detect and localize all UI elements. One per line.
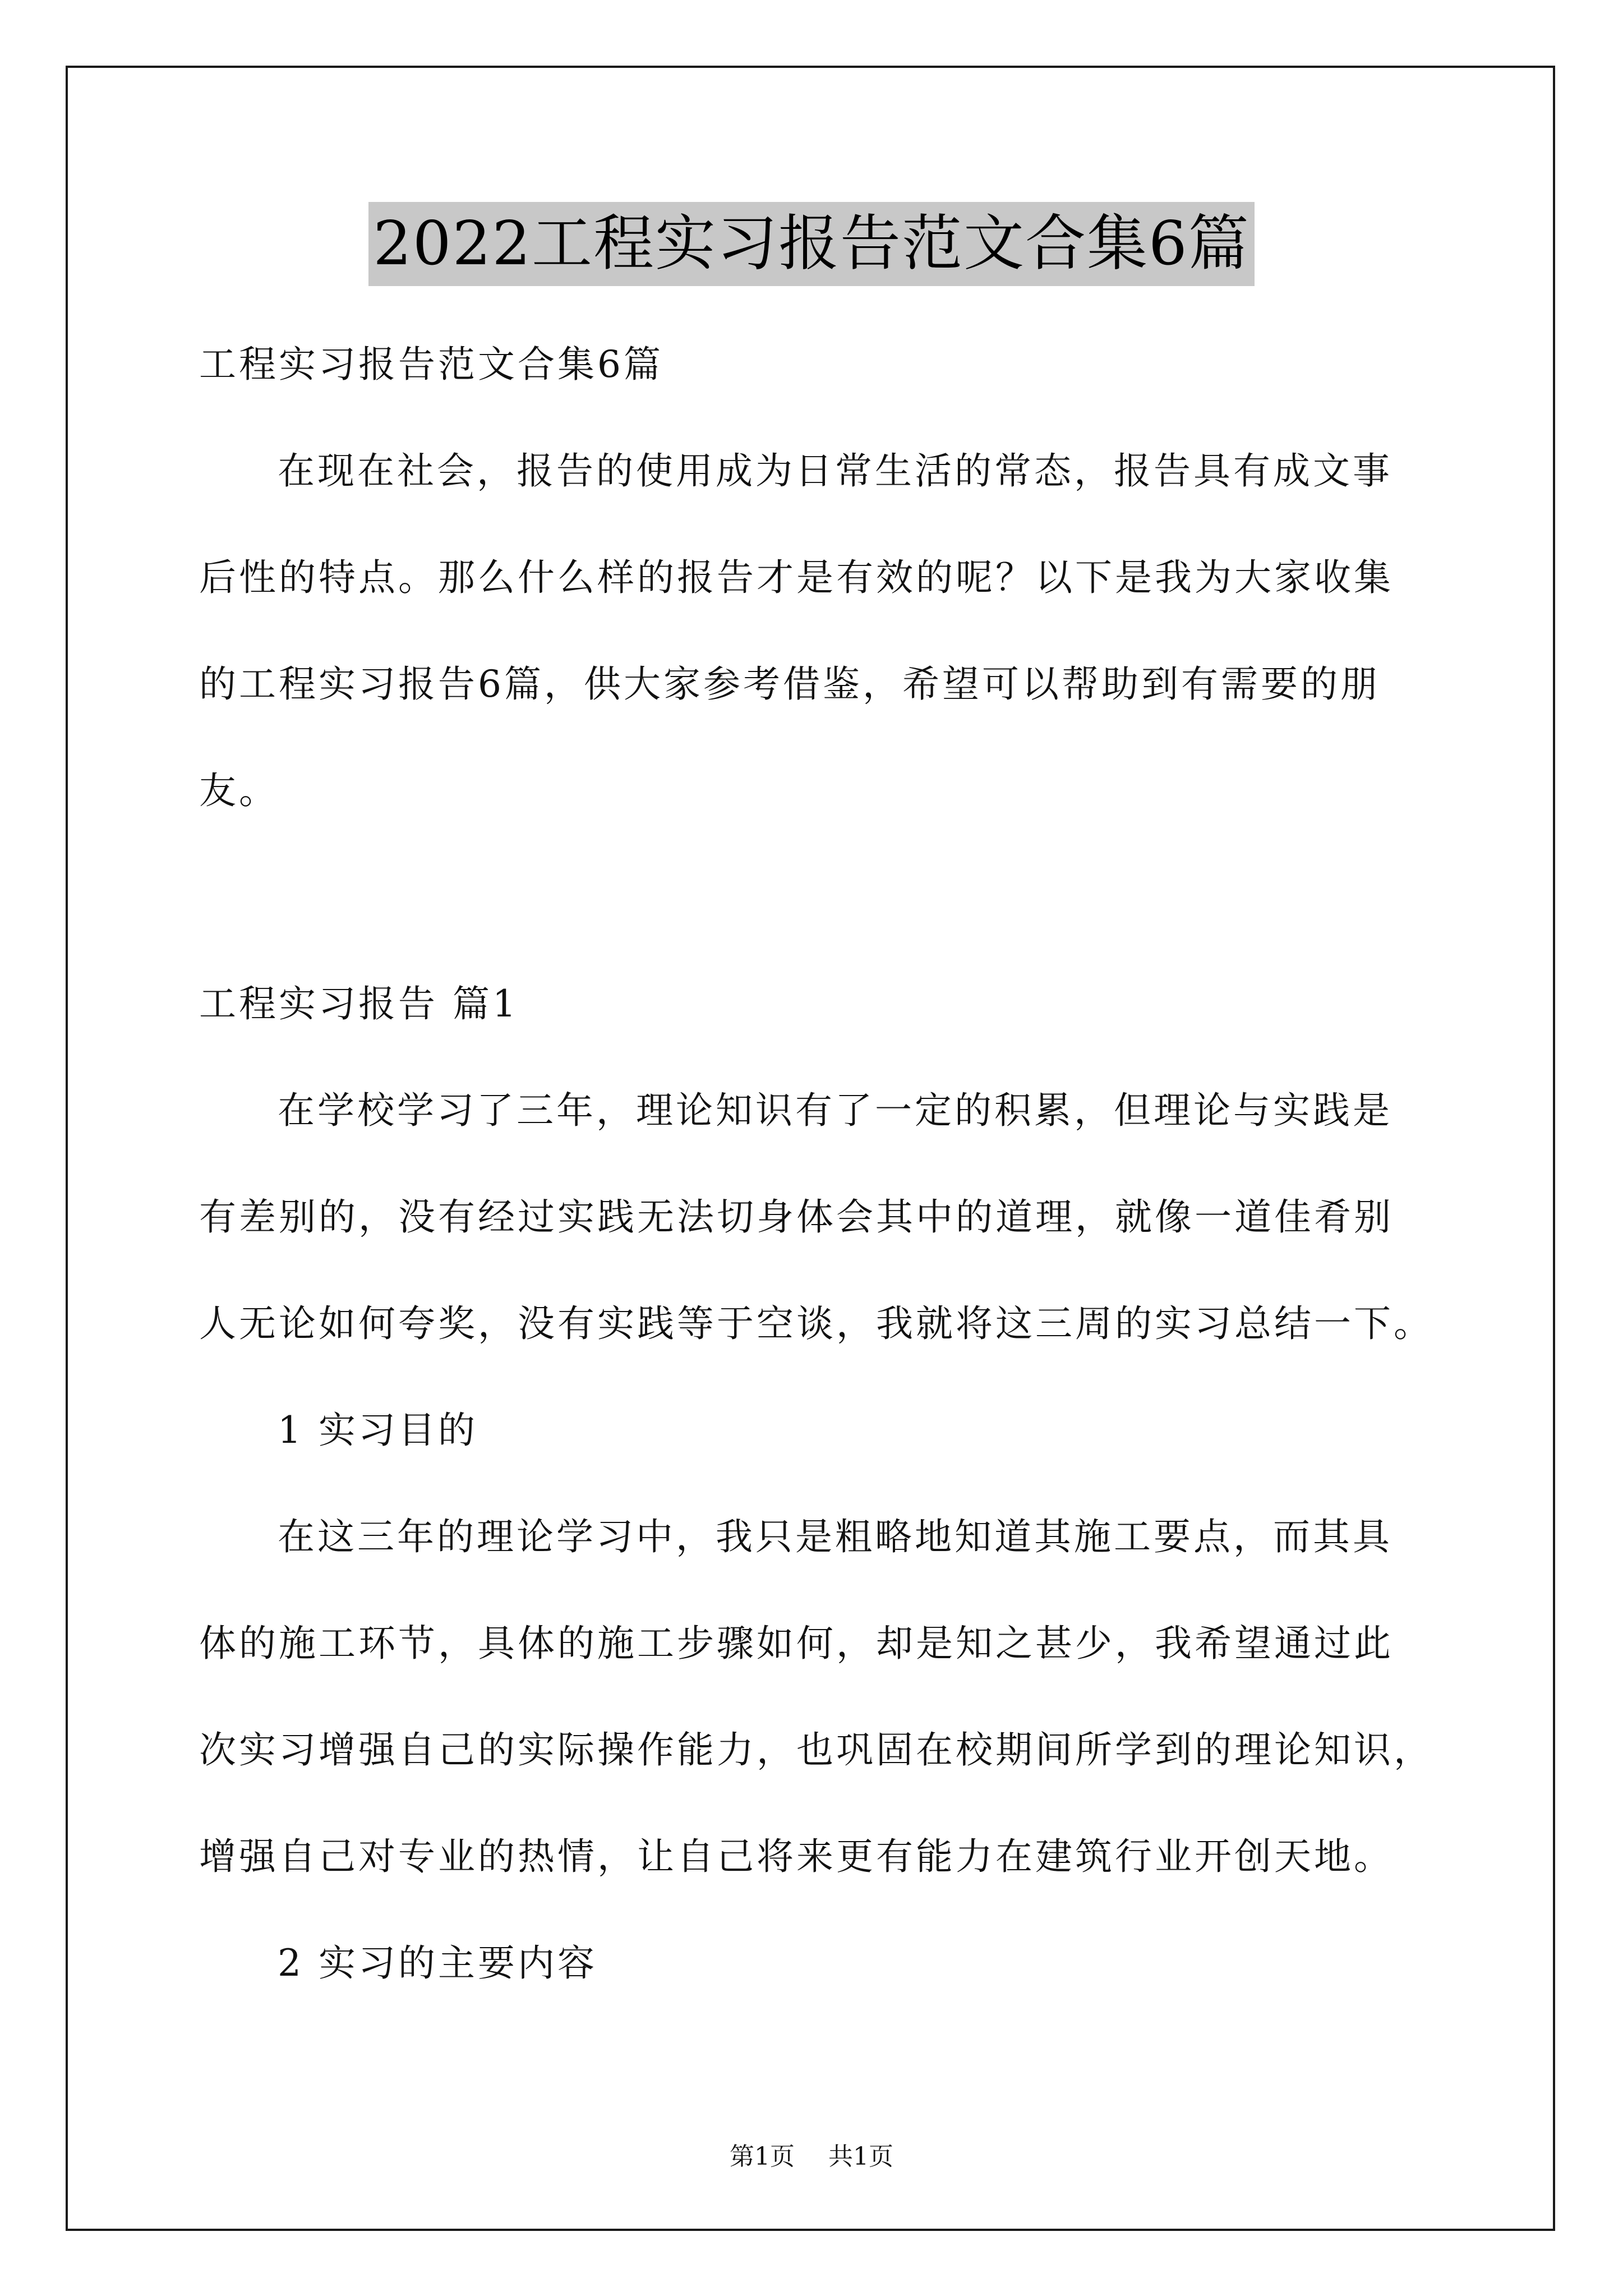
- paragraph-line: 人无论如何夸奖，没有实践等于空谈，我就将这三周的实习总结一下。: [199, 1302, 1433, 1345]
- page-number: 第1页: [730, 2142, 795, 2171]
- paragraph-line: 体的施工环节，具体的施工步骤如何，却是知之甚少，我希望通过此: [199, 1622, 1394, 1665]
- intro-line: 后性的特点。那么什么样的报告才是有效的呢？以下是我为大家收集: [199, 556, 1394, 599]
- paragraph-line: 在学校学习了三年，理论知识有了一定的积累，但理论与实践是: [278, 1089, 1393, 1132]
- title-container: [0, 202, 1623, 286]
- paragraph-line: 在这三年的理论学习中，我只是粗略地知道其施工要点，而其具: [278, 1515, 1393, 1558]
- document-subtitle: 工程实习报告范文合集6篇: [199, 343, 663, 386]
- section-gap: [199, 844, 1433, 951]
- subsection-heading: 1 实习目的: [278, 1409, 478, 1452]
- intro-line: 的工程实习报告6篇，供大家参考借鉴，希望可以帮助到有需要的朋: [199, 662, 1380, 706]
- subsection-heading: 2 实习的主要内容: [278, 1941, 597, 1985]
- intro-line: 在现在社会，报告的使用成为日常生活的常态，报告具有成文事: [278, 449, 1393, 493]
- paragraph-line: 有差别的，没有经过实践无法切身体会其中的道理，就像一道佳肴别: [199, 1195, 1394, 1239]
- page-total: 共1页: [828, 2142, 893, 2171]
- paragraph-line: 次实习增强自己的实际操作能力，也巩固在校期间所学到的理论知识，: [199, 1728, 1433, 1772]
- document-title: 2022工程实习报告范文合集6篇: [368, 202, 1255, 286]
- page-footer: [0, 2140, 1623, 2174]
- intro-line: 友。: [199, 769, 279, 812]
- paragraph-line: 增强自己对专业的热情，让自己将来更有能力在建筑行业开创天地。: [199, 1835, 1394, 1878]
- section-heading: 工程实习报告 篇1: [199, 982, 519, 1025]
- document-body: [199, 311, 1433, 2017]
